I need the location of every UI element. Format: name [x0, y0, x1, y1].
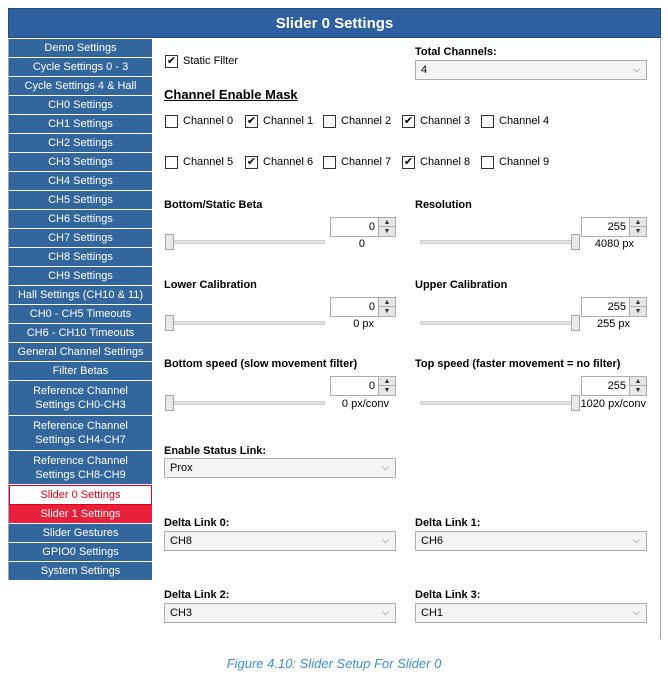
channel-7-label: Channel 7 [341, 156, 392, 168]
top-speed-label: Top speed (faster movement = no filter) [415, 358, 621, 370]
increment-icon[interactable]: ▲ [379, 298, 395, 307]
top-speed-slider[interactable] [571, 395, 580, 411]
delta-link-1-value: CH6 [421, 535, 444, 547]
increment-icon[interactable]: ▲ [379, 377, 395, 386]
bottom-beta-label: Bottom/Static Beta [164, 199, 263, 211]
sidebar-item-ch8-settings[interactable]: CH8 Settings [9, 248, 152, 267]
sidebar-item-reference-ch0-ch3[interactable]: Reference Channel Settings CH0-CH3 [9, 381, 152, 416]
increment-icon[interactable]: ▲ [630, 377, 646, 386]
channel-0-label: Channel 0 [183, 115, 234, 127]
channel-9-label: Channel 9 [499, 156, 550, 168]
decrement-icon[interactable]: ▼ [379, 386, 395, 395]
delta-link-3-value: CH1 [421, 607, 444, 619]
increment-icon[interactable]: ▲ [630, 298, 646, 307]
resolution-slider[interactable] [571, 234, 580, 250]
sidebar-item-ch9-settings[interactable]: CH9 Settings [9, 267, 152, 286]
delta-link-1-select[interactable] [415, 531, 647, 551]
lower-calibration-display: 0 px [353, 318, 374, 330]
channel-0-checkbox[interactable] [165, 115, 178, 128]
sidebar-item-ch3-settings[interactable]: CH3 Settings [9, 153, 152, 172]
chevron-down-icon: ⌵ [382, 607, 389, 617]
lower-calibration-slider[interactable] [165, 315, 174, 331]
status-link-value: Prox [170, 462, 193, 474]
bottom-speed-value: 0 [368, 380, 375, 392]
sidebar-item-hall-settings[interactable]: Hall Settings (CH10 & 11) [9, 286, 152, 305]
delta-link-2-label: Delta Link 2: [164, 589, 230, 601]
lower-calibration-track [165, 321, 325, 325]
bottom-speed-slider[interactable] [165, 395, 174, 411]
sidebar-item-system-settings[interactable]: System Settings [9, 562, 152, 581]
settings-panel [152, 39, 661, 639]
top-speed-value: 255 [607, 380, 626, 392]
channel-4-label: Channel 4 [499, 115, 550, 127]
sidebar-item-ch0-settings[interactable]: CH0 Settings [9, 96, 152, 115]
resolution-value: 255 [607, 221, 626, 233]
bottom-speed-spinner[interactable] [330, 376, 396, 396]
lower-calibration-label: Lower Calibration [164, 279, 257, 291]
static-filter-label: Static Filter [183, 55, 239, 67]
upper-calibration-value: 255 [607, 301, 626, 313]
bottom-beta-slider[interactable] [165, 234, 174, 250]
chevron-down-icon: ⌵ [382, 535, 389, 545]
increment-icon[interactable]: ▲ [379, 218, 395, 227]
delta-link-0-select[interactable] [164, 531, 396, 551]
sidebar-item-slider-1-settings[interactable]: Slider 1 Settings [9, 505, 152, 524]
total-channels-value: 4 [421, 64, 428, 76]
figure-caption: Figure 4.10: Slider Setup For Slider 0 [226, 656, 442, 671]
upper-calibration-display: 255 px [596, 318, 630, 330]
channel-3-checkbox[interactable]: ✔ [403, 115, 414, 127]
sidebar-item-general-channel-settings[interactable]: General Channel Settings [9, 343, 152, 362]
total-channels-select[interactable] [415, 60, 647, 80]
sidebar-item-ch2-settings[interactable]: CH2 Settings [9, 134, 152, 153]
sidebar-item-ch6-ch10-timeouts[interactable]: CH6 - CH10 Timeouts [9, 324, 152, 343]
sidebar-item-cycle-settings-4-hall[interactable]: Cycle Settings 4 & Hall [9, 77, 152, 96]
decrement-icon[interactable]: ▼ [630, 307, 646, 316]
channel-6-checkbox[interactable]: ✔ [246, 156, 257, 168]
sidebar-item-slider-0-settings[interactable]: Slider 0 Settings [9, 485, 152, 505]
channel-8-checkbox[interactable]: ✔ [403, 156, 414, 168]
bottom-speed-label: Bottom speed (slow movement filter) [164, 358, 358, 370]
bottom-beta-track [165, 240, 325, 244]
bottom-beta-display: 0 [358, 238, 365, 250]
decrement-icon[interactable]: ▼ [630, 386, 646, 395]
bottom-speed-track [165, 401, 325, 405]
channel-4-checkbox[interactable] [481, 115, 494, 128]
sidebar-item-ch0-ch5-timeouts[interactable]: CH0 - CH5 Timeouts [9, 305, 152, 324]
lower-calibration-value: 0 [368, 301, 375, 313]
status-link-label: Enable Status Link: [164, 445, 267, 457]
total-channels-label: Total Channels: [415, 46, 497, 58]
decrement-icon[interactable]: ▼ [379, 307, 395, 316]
channel-2-label: Channel 2 [341, 115, 392, 127]
sidebar-item-cycle-settings-0-3[interactable]: Cycle Settings 0 - 3 [9, 58, 152, 77]
channel-1-checkbox[interactable]: ✔ [246, 115, 257, 127]
bottom-beta-spinner[interactable] [330, 217, 396, 237]
delta-link-0-label: Delta Link 0: [164, 517, 230, 529]
delta-link-0-value: CH8 [170, 535, 193, 547]
channel-3-label: Channel 3 [420, 115, 471, 127]
delta-link-2-select[interactable] [164, 603, 396, 623]
resolution-label: Resolution [415, 199, 472, 211]
channel-enable-mask-title: Channel Enable Mask [164, 87, 298, 102]
status-link-select[interactable] [164, 458, 396, 478]
top-speed-track [420, 401, 576, 405]
channel-8-label: Channel 8 [420, 156, 471, 168]
resolution-display: 4080 px [594, 238, 634, 250]
static-filter-checkbox[interactable]: ✔ [166, 55, 177, 67]
sidebar-item-slider-gestures[interactable]: Slider Gestures [9, 524, 152, 543]
upper-calibration-track [420, 321, 580, 325]
delta-link-2-value: CH3 [170, 607, 193, 619]
bottom-speed-display: 0 px/conv [341, 398, 389, 410]
delta-link-1-label: Delta Link 1: [415, 517, 481, 529]
channel-5-checkbox[interactable] [165, 156, 178, 169]
delta-link-3-select[interactable] [415, 603, 647, 623]
chevron-down-icon: ⌵ [633, 607, 640, 617]
chevron-down-icon: ⌵ [382, 462, 389, 472]
increment-icon[interactable]: ▲ [630, 218, 646, 227]
lower-calibration-spinner[interactable] [330, 297, 396, 317]
bottom-beta-value: 0 [368, 221, 375, 233]
upper-calibration-label: Upper Calibration [415, 279, 508, 291]
top-speed-spinner[interactable] [581, 376, 647, 396]
resolution-spinner[interactable] [581, 217, 647, 237]
decrement-icon[interactable]: ▼ [630, 227, 646, 236]
sidebar-item-ch5-settings[interactable]: CH5 Settings [9, 191, 152, 210]
channel-6-label: Channel 6 [263, 156, 314, 168]
sidebar-item-ch6-settings[interactable]: CH6 Settings [9, 210, 152, 229]
delta-link-3-label: Delta Link 3: [415, 589, 481, 601]
sidebar-nav [8, 39, 152, 580]
sidebar-item-gpio0-settings[interactable]: GPIO0 Settings [9, 543, 152, 562]
channel-5-label: Channel 5 [183, 156, 234, 168]
upper-calibration-slider[interactable] [571, 315, 580, 331]
sidebar-item-filter-betas[interactable]: Filter Betas [9, 362, 152, 381]
window-title: Slider 0 Settings [8, 8, 661, 38]
chevron-down-icon: ⌵ [633, 535, 640, 545]
channel-1-label: Channel 1 [263, 115, 314, 127]
sidebar-item-reference-ch8-ch9[interactable]: Reference Channel Settings CH8-CH9 [9, 451, 152, 485]
sidebar-item-ch4-settings[interactable]: CH4 Settings [9, 172, 152, 191]
decrement-icon[interactable]: ▼ [379, 227, 395, 236]
upper-calibration-spinner[interactable] [581, 297, 647, 317]
sidebar-item-reference-ch4-ch7[interactable]: Reference Channel Settings CH4-CH7 [9, 416, 152, 451]
channel-2-checkbox[interactable] [323, 115, 336, 128]
top-speed-display: 1020 px/conv [580, 398, 646, 410]
sidebar-item-demo-settings[interactable]: Demo Settings [9, 39, 152, 58]
channel-7-checkbox[interactable] [323, 156, 336, 169]
resolution-track [420, 240, 580, 244]
chevron-down-icon: ⌵ [633, 64, 640, 74]
sidebar-item-ch7-settings[interactable]: CH7 Settings [9, 229, 152, 248]
sidebar-item-ch1-settings[interactable]: CH1 Settings [9, 115, 152, 134]
channel-9-checkbox[interactable] [481, 156, 494, 169]
